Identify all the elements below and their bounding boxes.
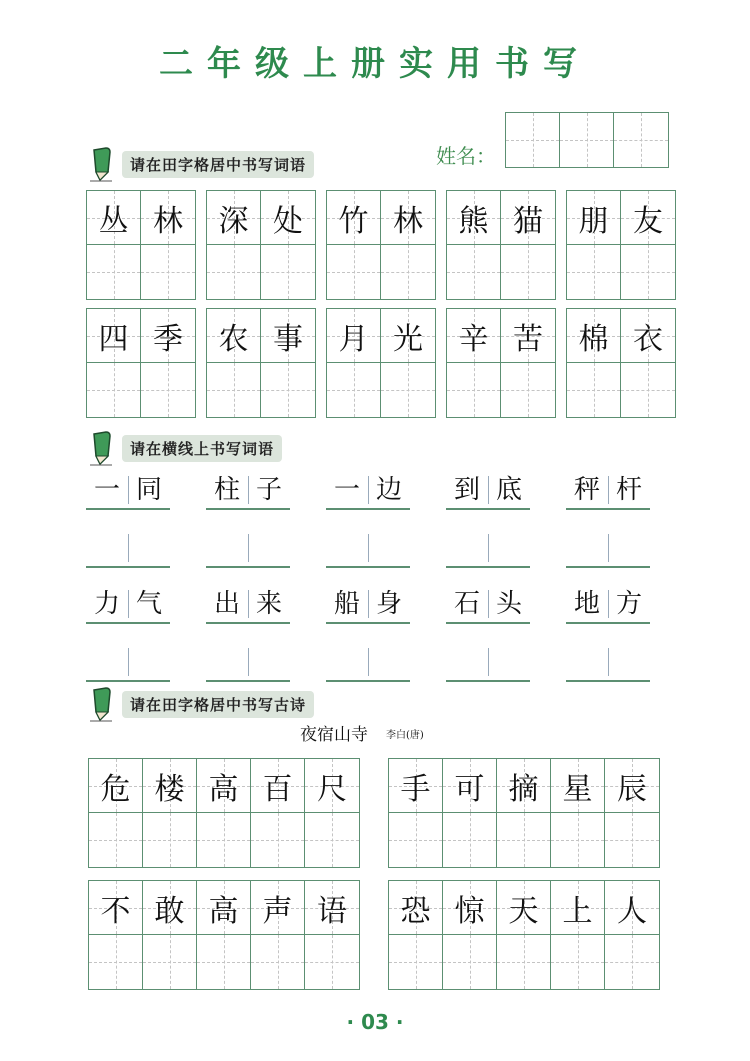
model-character: 人 (617, 893, 647, 929)
line-word (206, 470, 290, 568)
model-character: 出 (213, 589, 240, 619)
practice-line[interactable] (326, 642, 410, 682)
char-cell (605, 759, 659, 813)
model-character: 高 (208, 893, 239, 929)
practice-line[interactable] (446, 528, 530, 568)
practice-cell[interactable] (389, 935, 443, 989)
word-grid (206, 190, 316, 300)
char-cell (327, 309, 381, 363)
word-grid (326, 190, 436, 300)
practice-cell[interactable] (501, 245, 555, 299)
char-cell (567, 309, 621, 363)
model-character: 杆 (615, 475, 642, 505)
practice-cell[interactable] (497, 813, 551, 867)
practice-line[interactable] (86, 642, 170, 682)
char-cell (141, 191, 195, 245)
poem-line-grid (388, 880, 660, 990)
model-character: 尺 (317, 771, 347, 807)
line-word (86, 584, 170, 682)
model-character: 身 (375, 589, 402, 619)
practice-cell[interactable] (551, 813, 605, 867)
practice-cell[interactable] (551, 935, 605, 989)
char-cell (621, 309, 675, 363)
model-character: 一 (93, 475, 120, 505)
model-character: 摘 (508, 771, 539, 807)
model-character: 季 (153, 321, 183, 357)
model-character: 石 (453, 589, 480, 619)
line-words-row-1 (86, 470, 650, 568)
char-cell (447, 191, 501, 245)
model-character: 高 (208, 771, 239, 807)
practice-cell[interactable] (141, 245, 195, 299)
practice-cell[interactable] (261, 245, 315, 299)
practice-cell[interactable] (89, 813, 143, 867)
line-word (566, 470, 650, 568)
practice-line[interactable] (86, 528, 170, 568)
poem-row-2 (88, 880, 660, 990)
practice-cell[interactable] (621, 245, 675, 299)
section-label: 请在田字格居中书写古诗 (122, 691, 314, 718)
model-character: 柱 (213, 475, 240, 505)
model-character: 来 (255, 589, 282, 619)
char-cell (87, 191, 141, 245)
char-cell (251, 759, 305, 813)
practice-cell[interactable] (305, 813, 359, 867)
poem-line-grid (88, 758, 360, 868)
practice-cell[interactable] (143, 813, 197, 867)
word-grid (86, 190, 196, 300)
line-word (86, 470, 170, 568)
practice-cell[interactable] (567, 363, 621, 417)
practice-cell[interactable] (251, 935, 305, 989)
word-grid (446, 190, 556, 300)
char-cell (261, 191, 315, 245)
line-word (326, 470, 410, 568)
model-character: 苦 (513, 321, 543, 357)
name-label: 姓名： (436, 144, 496, 168)
model-character: 惊 (454, 893, 485, 929)
model-character: 竹 (338, 203, 369, 239)
model-character: 上 (562, 893, 593, 929)
model-character: 恐 (400, 893, 431, 929)
char-cell (141, 309, 195, 363)
model-character: 深 (218, 203, 249, 239)
model-character: 敢 (154, 893, 185, 929)
model-character: 头 (495, 589, 522, 619)
model-character: 地 (573, 589, 600, 619)
model-character: 事 (273, 321, 303, 357)
model-character: 力 (93, 589, 120, 619)
char-cell (389, 881, 443, 935)
char-cell (551, 759, 605, 813)
poem-line-grid (388, 758, 660, 868)
practice-line[interactable] (446, 642, 530, 682)
char-cell (567, 191, 621, 245)
section-header-poem (88, 686, 314, 722)
practice-line[interactable] (206, 528, 290, 568)
practice-cell[interactable] (87, 363, 141, 417)
practice-cell[interactable] (443, 813, 497, 867)
model-character: 危 (100, 771, 131, 807)
line-word (446, 584, 530, 682)
model-character: 光 (393, 321, 423, 357)
section-header-grid-words (88, 146, 314, 182)
practice-cell[interactable] (251, 813, 305, 867)
char-cell (197, 881, 251, 935)
model-character: 农 (218, 321, 249, 357)
model-character: 丛 (98, 203, 129, 239)
name-input-grid[interactable] (505, 112, 669, 168)
model-character: 到 (453, 475, 480, 505)
char-cell (327, 191, 381, 245)
practice-cell[interactable] (261, 363, 315, 417)
model-character: 可 (454, 771, 485, 807)
char-cell (605, 881, 659, 935)
pencil-icon (88, 146, 114, 182)
model-character: 不 (100, 893, 131, 929)
practice-cell[interactable] (443, 935, 497, 989)
model-character: 熊 (458, 203, 489, 239)
practice-cell[interactable] (141, 363, 195, 417)
model-character: 林 (153, 203, 183, 239)
practice-cell[interactable] (197, 935, 251, 989)
char-cell (501, 309, 555, 363)
line-word (566, 584, 650, 682)
model-character: 船 (333, 589, 360, 619)
word-grid (566, 308, 676, 418)
practice-cell[interactable] (381, 363, 435, 417)
practice-line[interactable] (566, 642, 650, 682)
practice-line[interactable] (206, 642, 290, 682)
model-character: 底 (495, 475, 522, 505)
char-cell (447, 309, 501, 363)
model-character: 四 (98, 321, 129, 357)
practice-cell[interactable] (381, 245, 435, 299)
page-title: 二年级上册实用书写 (159, 44, 591, 84)
model-character: 手 (400, 771, 431, 807)
practice-cell[interactable] (389, 813, 443, 867)
model-character: 天 (508, 893, 539, 929)
char-cell (443, 759, 497, 813)
poem-author: 李白(唐) (386, 730, 424, 741)
char-cell (497, 759, 551, 813)
char-cell (305, 759, 359, 813)
practice-line[interactable] (326, 528, 410, 568)
practice-cell[interactable] (305, 935, 359, 989)
char-cell (89, 759, 143, 813)
model-character: 边 (375, 475, 402, 505)
char-cell (305, 881, 359, 935)
practice-cell[interactable] (327, 245, 381, 299)
practice-cell[interactable] (87, 245, 141, 299)
practice-cell[interactable] (621, 363, 675, 417)
char-cell (381, 309, 435, 363)
model-character: 衣 (633, 321, 663, 357)
grid-words-row-1 (86, 190, 676, 300)
model-character: 星 (562, 771, 593, 807)
practice-cell[interactable] (605, 813, 659, 867)
name-box[interactable] (506, 113, 560, 167)
char-cell (89, 881, 143, 935)
model-character: 气 (135, 589, 162, 619)
char-cell (261, 309, 315, 363)
section-header-line-words (88, 430, 282, 466)
word-grid (566, 190, 676, 300)
page-number: · 03 · (346, 1010, 404, 1034)
model-character: 处 (273, 203, 303, 239)
poem-line-grid (88, 880, 360, 990)
model-character: 林 (393, 203, 423, 239)
char-cell (501, 191, 555, 245)
practice-cell[interactable] (447, 363, 501, 417)
model-character: 朋 (578, 203, 609, 239)
practice-cell[interactable] (197, 813, 251, 867)
char-cell (251, 881, 305, 935)
model-character: 同 (135, 475, 162, 505)
line-word (446, 470, 530, 568)
char-cell (443, 881, 497, 935)
practice-cell[interactable] (567, 245, 621, 299)
practice-cell[interactable] (497, 935, 551, 989)
practice-cell[interactable] (143, 935, 197, 989)
line-word (326, 584, 410, 682)
practice-line[interactable] (566, 528, 650, 568)
pencil-icon (88, 686, 114, 722)
poem-row-1 (88, 758, 660, 868)
char-cell (143, 881, 197, 935)
model-character: 一 (333, 475, 360, 505)
poem-title: 夜宿山寺 (300, 725, 368, 745)
word-grid (86, 308, 196, 418)
model-character: 楼 (154, 771, 185, 807)
practice-cell[interactable] (207, 245, 261, 299)
char-cell (551, 881, 605, 935)
char-cell (207, 309, 261, 363)
char-cell (87, 309, 141, 363)
word-grid (326, 308, 436, 418)
section-label: 请在田字格居中书写词语 (122, 151, 314, 178)
model-character: 友 (633, 203, 663, 239)
char-cell (143, 759, 197, 813)
model-character: 方 (615, 589, 642, 619)
model-character: 语 (317, 893, 347, 929)
section-label: 请在横线上书写词语 (122, 435, 282, 462)
model-character: 子 (255, 475, 282, 505)
char-cell (497, 881, 551, 935)
char-cell (381, 191, 435, 245)
char-cell (389, 759, 443, 813)
model-character: 百 (262, 771, 293, 807)
char-cell (207, 191, 261, 245)
name-box[interactable] (560, 113, 614, 167)
line-words-row-2 (86, 584, 650, 682)
practice-cell[interactable] (447, 245, 501, 299)
pencil-icon (88, 430, 114, 466)
practice-cell[interactable] (605, 935, 659, 989)
word-grid (206, 308, 316, 418)
char-cell (197, 759, 251, 813)
model-character: 猫 (513, 203, 543, 239)
char-cell (621, 191, 675, 245)
model-character: 秤 (573, 475, 600, 505)
model-character: 辰 (617, 771, 647, 807)
practice-cell[interactable] (89, 935, 143, 989)
model-character: 辛 (458, 321, 489, 357)
model-character: 月 (338, 321, 369, 357)
word-grid (446, 308, 556, 418)
practice-cell[interactable] (501, 363, 555, 417)
name-box[interactable] (614, 113, 668, 167)
practice-cell[interactable] (207, 363, 261, 417)
grid-words-row-2 (86, 308, 676, 418)
practice-cell[interactable] (327, 363, 381, 417)
model-character: 声 (262, 893, 293, 929)
line-word (206, 584, 290, 682)
model-character: 棉 (578, 321, 609, 357)
